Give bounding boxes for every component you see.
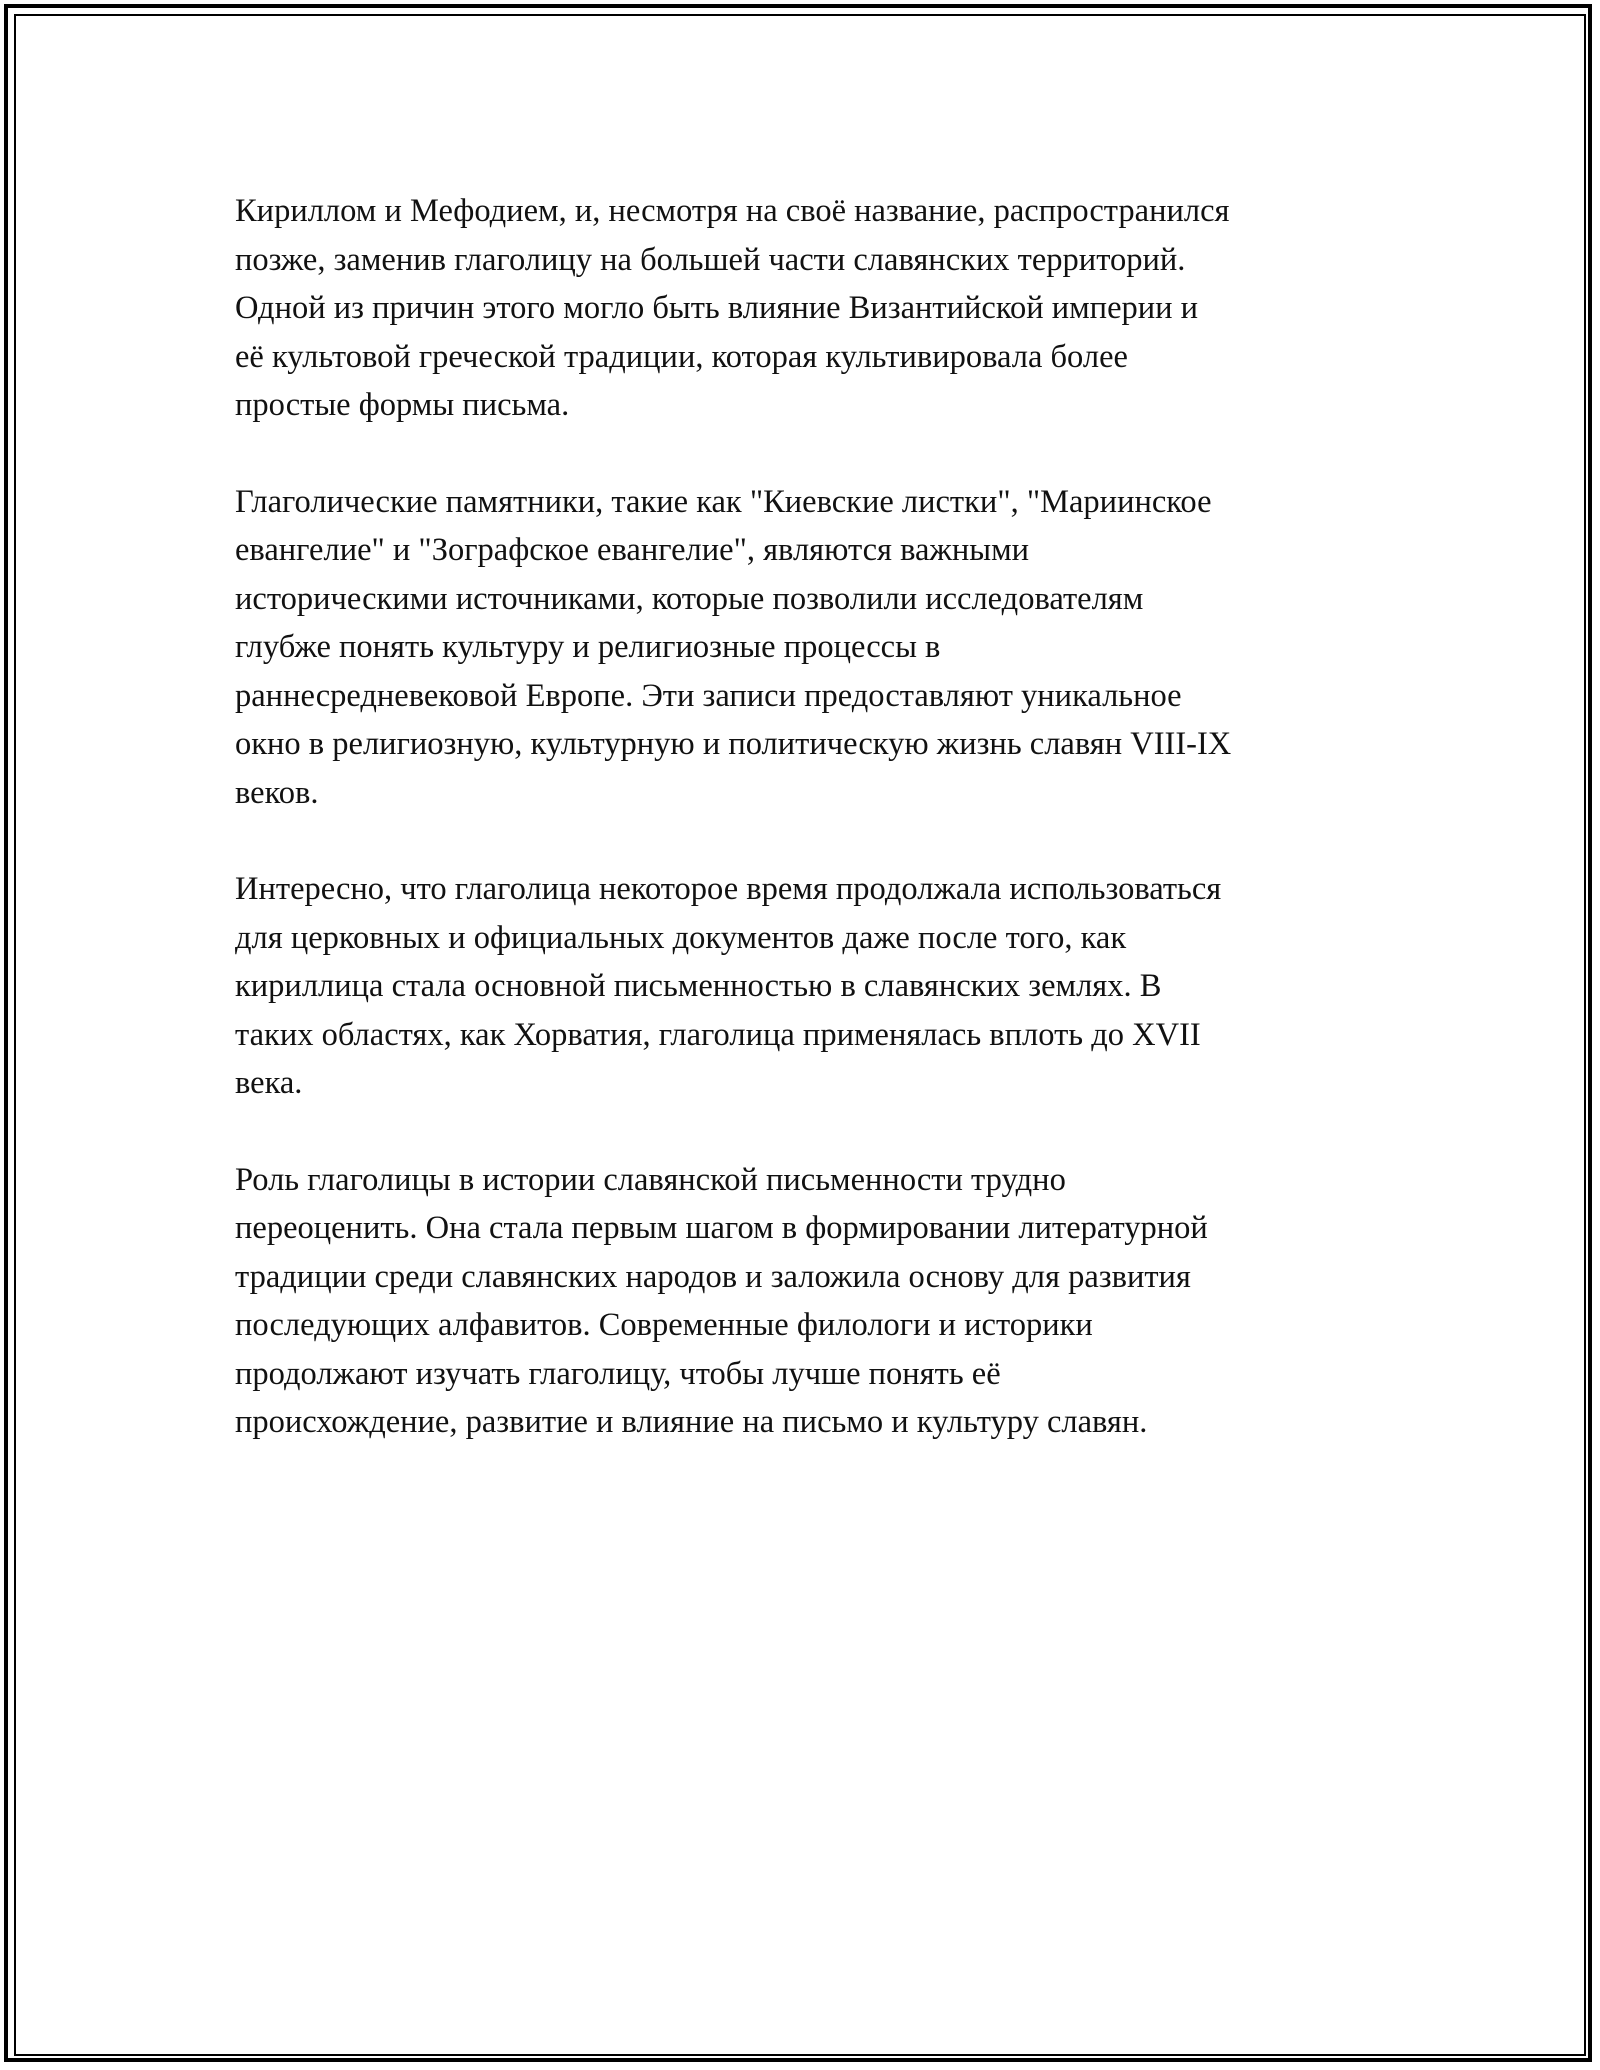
paragraph-4: Роль глаголицы в истории славянской письменности трудно переоценить. Она стала первым шагом в формировании литературной традиции среди славянских народов и заложила основу для развития последующих алфавитов. Современные филологи и историки продолжают изучать глаголицу, чтобы лучше понять её происхождение, развитие и влияние на письмо и культуру славян. (235, 1161, 1208, 1440)
paragraph-1: Кириллом и Мефодием, и, несмотря на своё название, распространился позже, заменив глаголицу на большей части славянских территорий. Одной из причин этого могло быть влияние Византийской империи и eё культовой греческой традиции, которая культивировала более простые формы письма. (235, 193, 1230, 423)
paragraph-2: Глаголические памятники, такие как "Киевские листки", "Мариинское евангелие" и "Зографское евангелие", являются важными историческими источниками, которые позволили исследователям глубже понять культуру и религиозные процессы в раннесредневековой Европе. Эти записи предоставляют уникальное окно в религиозную, культурную и политическую жизнь славян VIII-IX веков. (235, 483, 1232, 811)
document-body (235, 187, 1385, 1495)
paragraph-3: Интересно, что глаголица некоторое время продолжала использоваться для церковных и официальных документов даже после того, как кириллица стала основной письменностью в славянских землях. В таких областях, как Хорватия, глаголица применялась вплоть до XVII века. (235, 871, 1222, 1101)
